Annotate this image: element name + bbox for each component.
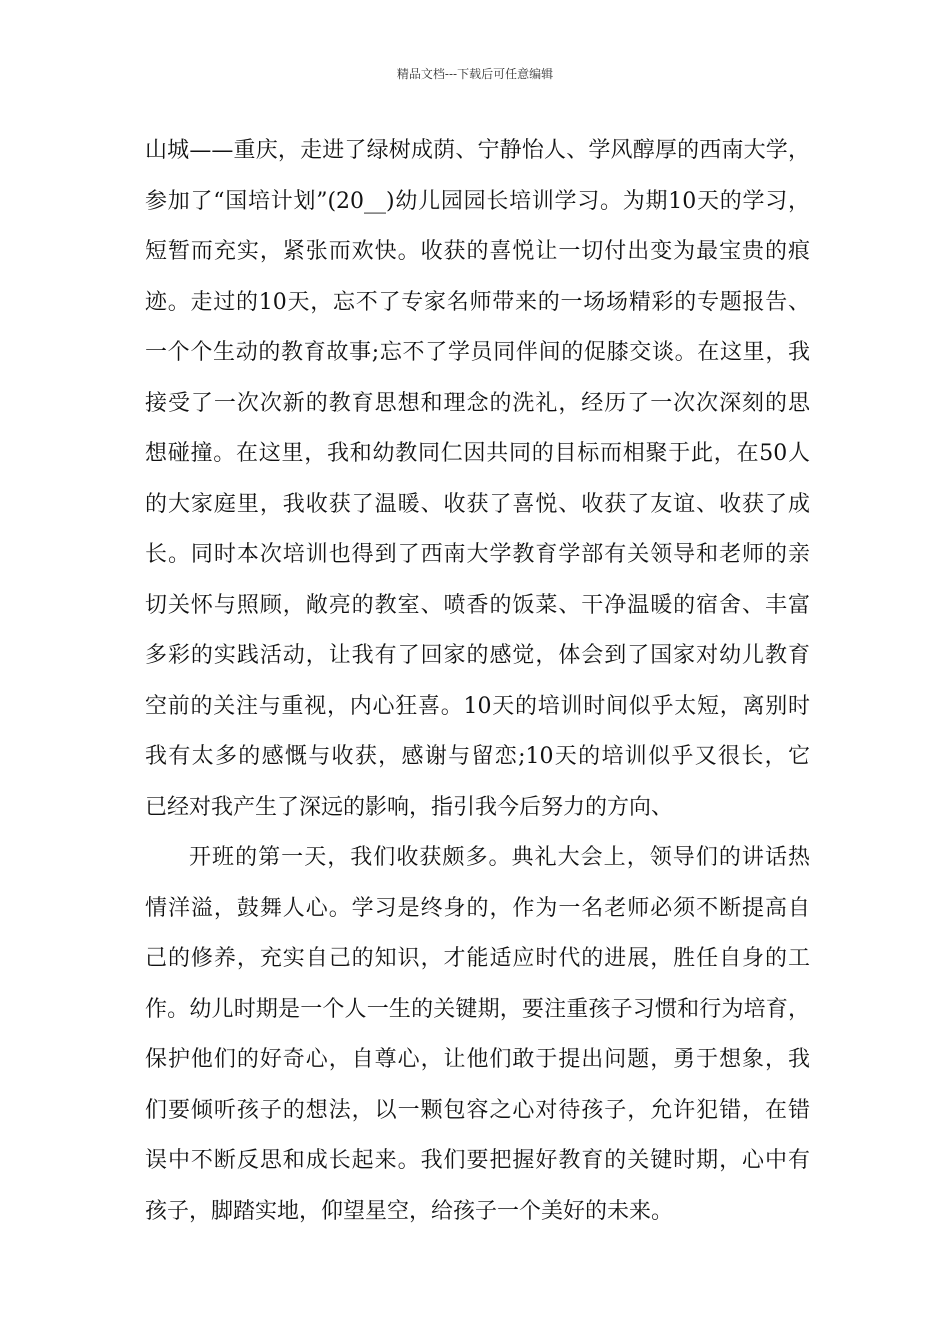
text-line: 们要倾听孩子的想法，以一颗包容之心对待孩子，允许犯错，在错 — [145, 1097, 810, 1123]
text-line: 情洋溢，鼓舞人心。学习是终身的，作为一名老师必须不断提高自 — [145, 895, 810, 921]
text-line: 空前的关注与重视，内心狂喜。10天的培训时间似乎太短，离别时 — [145, 693, 810, 719]
text-line: 山城——重庆，走进了绿树成荫、宁静怡人、学风醇厚的西南大学， — [145, 138, 810, 163]
text-line: 已经对我产生了深远的影响，指引我今后努力的方向、 — [145, 794, 674, 820]
text-line: 短暂而充实，紧张而欢快。收获的喜悦让一切付出变为最宝贵的痕 — [145, 239, 810, 264]
text-line: 多彩的实践活动，让我有了回家的感觉，体会到了国家对幼儿教育 — [145, 643, 810, 668]
text-line: 想碰撞。在这里，我和幼教同仁因共同的目标而相聚于此，在50人 — [145, 441, 810, 466]
text-line: 一个个生动的教育故事;忘不了学员同伴间的促膝交谈。在这里，我 — [145, 340, 810, 365]
text-line: 迹。走过的10天，忘不了专家名师带来的一场场精彩的专题报告、 — [145, 289, 810, 315]
text-line: 误中不断反思和成长起来。我们要把握好教育的关键时期，心中有 — [145, 1148, 810, 1173]
text-line: 接受了一次次新的教育思想和理念的洗礼，经历了一次次深刻的思 — [145, 390, 810, 416]
text-line: 我有太多的感慨与收获，感谢与留恋;10天的培训似乎又很长，它 — [145, 744, 810, 769]
text-line: 切关怀与照顾，敞亮的教室、喷香的饭菜、干净温暖的宿舍、丰富 — [145, 592, 810, 618]
document-body — [145, 133, 810, 1244]
text-line: 作。幼儿时期是一个人一生的关键期，要注重孩子习惯和行为培育， — [145, 996, 810, 1022]
text-line: 长。同时本次培训也得到了西南大学教育学部有关领导和老师的亲 — [145, 542, 810, 567]
text-line: 的大家庭里，我收获了温暖、收获了喜悦、收获了友谊、收获了成 — [145, 491, 810, 517]
page-header: 精品文档---下载后可任意编辑 — [396, 67, 554, 81]
text-line: 保护他们的好奇心，自尊心，让他们敢于提出问题，勇于想象，我 — [145, 1047, 810, 1072]
paragraph — [145, 133, 810, 840]
text-line: 参加了“国培计划”(20__)幼儿园园长培训学习。为期10天的学习， — [145, 188, 810, 214]
text-line: 孩子，脚踏实地，仰望星空，给孩子一个美好的未来。 — [145, 1198, 674, 1224]
paragraph — [145, 840, 810, 1244]
text-line: 己的修养，充实自己的知识，才能适应时代的进展，胜任自身的工 — [145, 946, 810, 971]
text-line: 开班的第一天，我们收获颇多。典礼大会上，领导们的讲话热 — [189, 845, 810, 870]
